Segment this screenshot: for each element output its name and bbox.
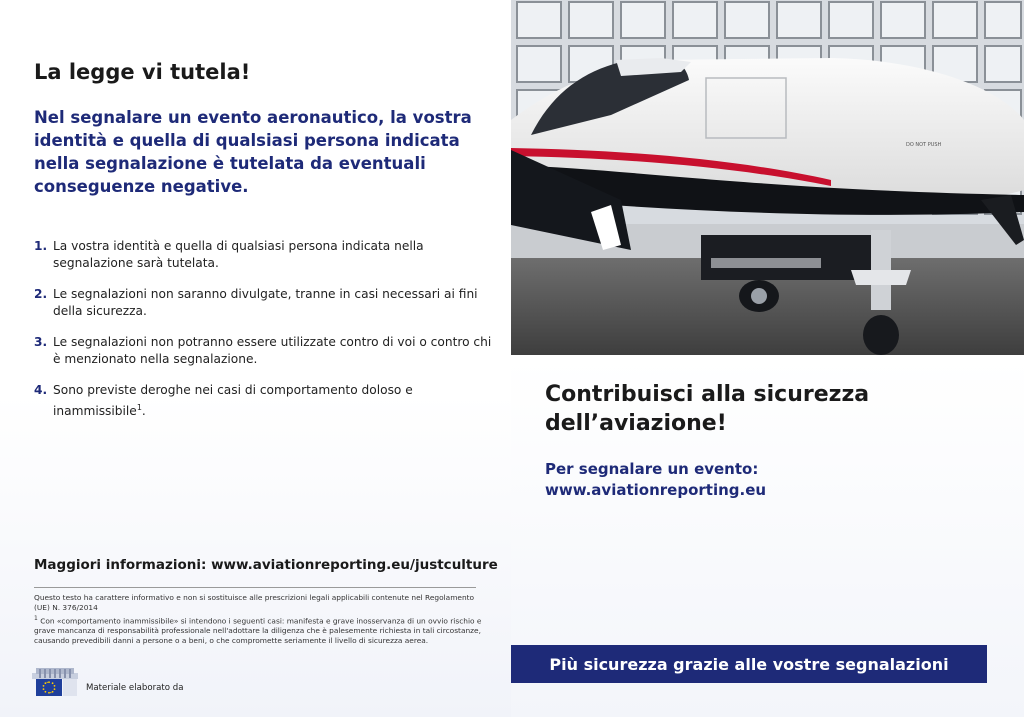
list-text: Le segnalazioni non potranno essere utilizzate contro di voi o contro chi è menzionato nella segnalazione. [53,335,492,366]
aircraft-photo [511,0,1024,355]
protection-list [34,238,494,434]
list-item [34,382,494,420]
footnote-ref: 1 [136,403,142,412]
intro-text: Nel segnalare un evento aeronautico, la vostra identità e quella di qualsiasi persona indicata nella segnalazione è tutelata da eventuali conseguenze negative. [34,108,472,196]
list-text: Le segnalazioni non saranno divulgate, tranne in casi necessari ai fini della sicurezza. [53,287,478,318]
cta-title: Contribuisci alla sicurezza dell’aviazione! [545,382,870,436]
aircraft-marking: DO NOT PUSH [906,142,942,148]
logo-side-panel [63,679,77,696]
list-number: 4. [34,383,48,397]
european-commission-logo [32,667,78,701]
credit-text: Materiale elaborato da [86,683,184,693]
legal-disclaimer: Questo testo ha carattere informativo e non si sostituisce alle prescrizioni legali applicabili contenute nel Regolamento (UE) N. 376/2014 [34,593,475,612]
banner-text: Più sicurezza grazie alle vostre segnalazioni [549,654,949,674]
report-label: Per segnalare un evento: [545,460,759,478]
footnote-text: Con «comportamento inammissibile» si intendono i seguenti casi: manifesta e grave inosservanza di un ovvio rischio e grave mancanza di responsabilità professionale nell'adottare la diligenza che è palesemente richiesta in tali circostanze, causando prevedibili danni a persone o a beni, o che compromette seriamente il livello di sicurezza aerea. [34,616,482,646]
list-item [34,286,494,320]
more-info-link[interactable]: Maggiori informazioni: www.aviationreporting.eu/justculture [34,557,498,573]
bottom-banner [511,645,987,683]
footnote [34,614,484,646]
list-number: 3. [34,335,48,349]
report-url-link[interactable]: www.aviationreporting.eu [545,481,767,499]
list-number: 1. [34,239,48,253]
divider [34,587,476,588]
list-text: La vostra identità e quella di qualsiasi persona indicata nella segnalazione sarà tutelata. [53,239,424,270]
list-text-end: . [141,404,146,419]
eu-flag-icon [36,679,62,696]
list-text: Sono previste deroghe nei casi di comportamento doloso e inammissibile [53,383,413,419]
commission-building-icon [32,667,78,679]
headline: La legge vi tutela! [34,60,251,84]
footnote-mark: 1 [34,615,38,622]
list-item [34,334,494,368]
list-item [34,238,494,272]
list-number: 2. [34,287,48,301]
